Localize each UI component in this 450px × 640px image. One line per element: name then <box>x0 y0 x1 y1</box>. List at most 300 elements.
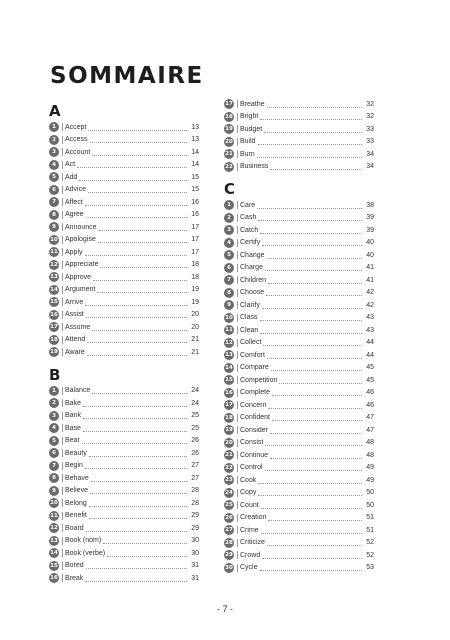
toc-entry[interactable] <box>224 399 374 412</box>
entry-page-number: 53 <box>366 564 374 572</box>
entry-page-number: 29 <box>191 512 199 520</box>
entry-number-badge: 8 <box>49 210 59 220</box>
entry-word: Affect <box>65 198 83 206</box>
entry-word: Bear <box>65 437 80 445</box>
entry-number-badge: 21 <box>225 151 233 158</box>
toc-entry[interactable] <box>49 309 199 322</box>
entry-number-badge: 17 <box>50 324 58 331</box>
toc-entry[interactable] <box>49 146 199 159</box>
dotted-leader <box>83 431 187 432</box>
entry-separator <box>62 311 63 319</box>
entry-page-number: 32 <box>366 113 374 121</box>
dotted-leader <box>264 132 362 133</box>
entry-page-number: 13 <box>191 136 199 144</box>
entry-number-badge: 23 <box>225 477 233 484</box>
entry-word: Behave <box>65 474 89 482</box>
entry-word: Base <box>65 424 81 432</box>
entry-number-badge: 17 <box>225 101 233 108</box>
entry-number-badge: 1 <box>49 386 59 396</box>
entry-page-number: 25 <box>191 424 199 432</box>
entry-page-number: 51 <box>366 514 374 522</box>
dotted-leader <box>260 119 362 120</box>
section-letter: A <box>49 102 61 120</box>
entry-separator <box>62 387 63 395</box>
dotted-leader <box>90 493 187 494</box>
entry-number-badge: 10 <box>50 500 58 507</box>
dotted-leader <box>79 180 187 181</box>
dotted-leader <box>90 142 187 143</box>
entry-page-number: 19 <box>191 286 199 294</box>
entry-page-number: 30 <box>191 549 199 557</box>
entry-word: Care <box>240 201 256 209</box>
dotted-leader <box>103 543 187 544</box>
entry-separator <box>62 261 63 269</box>
entry-page-number: 47 <box>366 414 374 422</box>
toc-entry[interactable] <box>224 512 374 525</box>
entry-separator <box>62 574 63 582</box>
toc-entry[interactable] <box>49 346 199 359</box>
entry-separator <box>62 348 63 356</box>
entry-separator <box>62 223 63 231</box>
dotted-leader <box>93 280 187 281</box>
entry-separator <box>237 539 238 547</box>
toc-entry[interactable] <box>49 435 199 448</box>
section-letter: C <box>224 180 236 198</box>
entry-number-badge: 16 <box>50 575 58 582</box>
dotted-leader <box>270 433 362 434</box>
entry-separator <box>237 564 238 572</box>
toc-entry[interactable] <box>224 237 374 250</box>
toc-entry[interactable] <box>49 497 199 510</box>
toc-entry[interactable] <box>49 560 199 573</box>
entry-separator <box>237 251 238 259</box>
entry-number-badge: 21 <box>225 452 233 459</box>
entry-page-number: 45 <box>366 364 374 372</box>
entry-separator <box>237 464 238 472</box>
dotted-leader <box>257 208 362 209</box>
dotted-leader <box>262 245 362 246</box>
dotted-leader <box>88 192 187 193</box>
entry-separator <box>237 351 238 359</box>
entry-number-badge: 13 <box>225 352 233 359</box>
toc-entry[interactable] <box>224 537 374 550</box>
entry-page-number: 41 <box>366 264 374 272</box>
toc-entry[interactable] <box>224 262 374 275</box>
dotted-leader <box>270 169 362 170</box>
dotted-leader <box>268 408 362 409</box>
entry-separator <box>237 289 238 297</box>
entry-number-badge: 7 <box>49 197 59 207</box>
entry-page-number: 42 <box>366 289 374 297</box>
entry-separator <box>62 449 63 457</box>
entry-separator <box>62 123 63 131</box>
entry-word: Comfort <box>240 351 265 359</box>
toc-entry[interactable] <box>49 522 199 535</box>
entry-word: Account <box>65 148 91 156</box>
dotted-leader <box>261 508 362 509</box>
entry-page-number: 14 <box>191 161 199 169</box>
entry-separator <box>237 501 238 509</box>
entry-number-badge: 22 <box>225 163 233 170</box>
toc-entry[interactable] <box>49 485 199 498</box>
toc-entry[interactable] <box>49 334 199 347</box>
entry-separator <box>237 451 238 459</box>
entry-number-badge: 12 <box>50 261 58 268</box>
toc-entry[interactable] <box>49 284 199 297</box>
entry-number-badge: 15 <box>50 562 58 569</box>
entry-word: Book (verbe) <box>65 549 106 557</box>
entry-number-badge: 20 <box>225 439 233 446</box>
entry-word: Clean <box>240 326 259 334</box>
entry-page-number: 49 <box>366 464 374 472</box>
entry-page-number: 27 <box>191 462 199 470</box>
toc-entry[interactable] <box>49 209 199 222</box>
entry-word: Crime <box>240 526 259 534</box>
entry-word: Arrive <box>65 298 84 306</box>
dotted-leader <box>262 308 362 309</box>
entry-word: Add <box>65 173 78 181</box>
entry-page-number: 42 <box>366 301 374 309</box>
toc-entry[interactable] <box>224 337 374 350</box>
entry-word: Choose <box>240 289 265 297</box>
entry-word: Apologise <box>65 236 96 244</box>
toc-entry[interactable] <box>224 199 374 212</box>
entry-page-number: 19 <box>191 298 199 306</box>
toc-entry[interactable] <box>224 148 374 161</box>
entry-separator <box>237 163 238 171</box>
toc-entry[interactable] <box>224 449 374 462</box>
toc-entry[interactable] <box>49 196 199 209</box>
entry-word: Business <box>240 163 269 171</box>
toc-entry[interactable] <box>224 462 374 475</box>
entry-separator <box>237 326 238 334</box>
entry-number-badge: 8 <box>224 288 234 298</box>
toc-entry[interactable] <box>224 274 374 287</box>
dotted-leader <box>89 506 187 507</box>
entry-word: Assume <box>65 323 91 331</box>
dotted-leader <box>266 295 362 296</box>
entry-number-badge: 9 <box>49 486 59 496</box>
entry-page-number: 28 <box>191 487 199 495</box>
dotted-leader <box>87 342 187 343</box>
entry-number-badge: 2 <box>224 213 234 223</box>
entry-separator <box>62 562 63 570</box>
toc-entry[interactable] <box>224 549 374 562</box>
entry-number-badge: 4 <box>224 238 234 248</box>
entry-page-number: 44 <box>366 339 374 347</box>
entry-separator <box>62 148 63 156</box>
entry-separator <box>237 113 238 121</box>
toc-entry[interactable] <box>49 397 199 410</box>
toc-entry[interactable] <box>224 424 374 437</box>
toc-entry[interactable] <box>49 510 199 523</box>
entry-number-badge: 3 <box>224 225 234 235</box>
entry-separator <box>62 286 63 294</box>
entry-word: Consider <box>240 426 269 434</box>
entry-page-number: 20 <box>191 311 199 319</box>
entry-number-badge: 19 <box>225 126 233 133</box>
toc-entry[interactable] <box>224 349 374 362</box>
entry-separator <box>62 136 63 144</box>
dotted-leader <box>270 458 362 459</box>
entry-separator <box>62 549 63 557</box>
toc-entry[interactable] <box>224 249 374 262</box>
entry-number-badge: 25 <box>225 502 233 509</box>
toc-entry[interactable] <box>224 224 374 237</box>
toc-entry[interactable] <box>49 447 199 460</box>
dotted-leader <box>260 233 362 234</box>
entry-separator <box>62 161 63 169</box>
entry-number-badge: 9 <box>49 222 59 232</box>
entry-word: Believe <box>65 487 88 495</box>
toc-entry[interactable] <box>224 98 374 111</box>
entry-word: Advice <box>65 186 87 194</box>
entry-page-number: 14 <box>191 148 199 156</box>
entry-number-badge: 27 <box>225 527 233 534</box>
entry-word: Cash <box>240 214 257 222</box>
entry-word: Change <box>240 251 265 259</box>
entry-page-number: 21 <box>191 336 199 344</box>
entry-page-number: 43 <box>366 314 374 322</box>
toc-entry[interactable] <box>224 387 374 400</box>
entry-separator <box>62 273 63 281</box>
entry-separator <box>62 512 63 520</box>
dotted-leader <box>97 292 187 293</box>
entry-page-number: 51 <box>366 526 374 534</box>
entry-word: Balance <box>65 387 91 395</box>
dotted-leader <box>258 220 362 221</box>
entry-separator <box>237 100 238 108</box>
toc-entry[interactable] <box>49 296 199 309</box>
entry-word: Control <box>240 464 263 472</box>
entry-number-badge: 2 <box>49 135 59 145</box>
entry-number-badge: 18 <box>50 336 58 343</box>
toc-entry[interactable] <box>224 123 374 136</box>
dotted-leader <box>107 556 187 557</box>
entry-page-number: 15 <box>191 173 199 181</box>
entry-word: Competition <box>240 376 278 384</box>
entry-number-badge: 11 <box>50 249 58 256</box>
toc-entry[interactable] <box>49 246 199 259</box>
toc-entry[interactable] <box>49 385 199 398</box>
entry-word: Beauty <box>65 449 87 457</box>
entry-separator <box>62 323 63 331</box>
toc-entry[interactable] <box>224 136 374 149</box>
entry-number-badge: 5 <box>224 250 234 260</box>
entry-page-number: 16 <box>191 198 199 206</box>
toc-entry[interactable] <box>224 324 374 337</box>
entry-separator <box>237 138 238 146</box>
dotted-leader <box>265 470 362 471</box>
entry-page-number: 20 <box>191 323 199 331</box>
entry-separator <box>62 186 63 194</box>
entry-word: Build <box>240 138 256 146</box>
entry-separator <box>62 211 63 219</box>
entry-separator <box>237 125 238 133</box>
entry-page-number: 46 <box>366 401 374 409</box>
entry-separator <box>237 214 238 222</box>
dotted-leader <box>77 167 187 168</box>
entry-separator <box>237 401 238 409</box>
entry-separator <box>237 276 238 284</box>
dotted-leader <box>83 418 187 419</box>
toc-entry[interactable] <box>49 221 199 234</box>
entry-separator <box>62 524 63 532</box>
toc-entry[interactable] <box>49 460 199 473</box>
entry-number-badge: 6 <box>49 448 59 458</box>
entry-word: Begin <box>65 462 83 470</box>
entry-separator <box>62 537 63 545</box>
toc-entry[interactable] <box>224 499 374 512</box>
dotted-leader <box>100 267 187 268</box>
entry-word: Budget <box>240 125 263 133</box>
entry-word: Collect <box>240 339 262 347</box>
dotted-leader <box>92 155 187 156</box>
entry-separator <box>237 514 238 522</box>
entry-page-number: 32 <box>366 100 374 108</box>
toc-entry[interactable] <box>49 259 199 272</box>
entry-page-number: 48 <box>366 439 374 447</box>
toc-entry[interactable] <box>224 437 374 450</box>
entry-page-number: 49 <box>366 476 374 484</box>
entry-separator <box>237 201 238 209</box>
toc-entry[interactable] <box>224 299 374 312</box>
entry-number-badge: 22 <box>225 464 233 471</box>
dotted-leader <box>260 320 362 321</box>
entry-number-badge: 2 <box>49 398 59 408</box>
toc-entry[interactable] <box>224 212 374 225</box>
entry-page-number: 50 <box>366 489 374 497</box>
entry-word: Charge <box>240 264 263 272</box>
entry-page-number: 39 <box>366 226 374 234</box>
dotted-leader <box>267 545 362 546</box>
toc-entry[interactable] <box>224 524 374 537</box>
entry-separator <box>237 389 238 397</box>
entry-word: Compare <box>240 364 269 372</box>
entry-number-badge: 14 <box>50 550 58 557</box>
toc-entry[interactable] <box>49 171 199 184</box>
entry-word: Bake <box>65 399 81 407</box>
toc-column-left <box>49 101 199 585</box>
toc-entry[interactable] <box>49 271 199 284</box>
toc-entry[interactable] <box>49 472 199 485</box>
entry-word: Board <box>65 524 84 532</box>
toc-entry[interactable] <box>224 374 374 387</box>
toc-entry[interactable] <box>224 487 374 500</box>
entry-word: Belong <box>65 499 87 507</box>
entry-page-number: 13 <box>191 123 199 131</box>
toc-entry[interactable] <box>224 412 374 425</box>
entry-number-badge: 11 <box>225 327 233 334</box>
toc-entry[interactable] <box>49 547 199 560</box>
toc-entry[interactable] <box>49 321 199 334</box>
toc-entry[interactable] <box>224 362 374 375</box>
entry-page-number: 26 <box>191 449 199 457</box>
dotted-leader <box>83 406 187 407</box>
entry-number-badge: 4 <box>49 423 59 433</box>
entry-number-badge: 14 <box>50 286 58 293</box>
entry-page-number: 47 <box>366 426 374 434</box>
toc-entry[interactable] <box>224 312 374 325</box>
entry-number-badge: 10 <box>50 236 58 243</box>
entry-separator <box>237 314 238 322</box>
entry-page-number: 38 <box>366 201 374 209</box>
toc-entry[interactable] <box>49 159 199 172</box>
entry-word: Count <box>240 501 259 509</box>
entry-page-number: 25 <box>191 412 199 420</box>
dotted-leader <box>265 445 362 446</box>
dotted-leader <box>260 333 362 334</box>
entry-word: Certify <box>240 239 261 247</box>
entry-number-badge: 18 <box>225 113 233 120</box>
entry-separator <box>237 239 238 247</box>
entry-word: Catch <box>240 226 259 234</box>
entry-word: Bank <box>65 412 81 420</box>
toc-entry[interactable] <box>49 535 199 548</box>
entry-number-badge: 29 <box>225 552 233 559</box>
dotted-leader <box>92 393 187 394</box>
toc-entry[interactable] <box>49 234 199 247</box>
dotted-leader <box>88 130 187 131</box>
dotted-leader <box>86 568 187 569</box>
entry-word: Book (nom) <box>65 537 102 545</box>
toc-entry[interactable] <box>49 134 199 147</box>
toc-entry[interactable] <box>224 111 374 124</box>
entry-page-number: 31 <box>191 562 199 570</box>
entry-number-badge: 5 <box>49 436 59 446</box>
entry-word: Accept <box>65 123 87 131</box>
entry-word: Children <box>240 276 267 284</box>
entry-page-number: 40 <box>366 239 374 247</box>
dotted-leader <box>86 531 187 532</box>
dotted-leader <box>85 468 187 469</box>
dotted-leader <box>89 456 187 457</box>
entry-page-number: 15 <box>191 186 199 194</box>
entry-number-badge: 1 <box>49 122 59 132</box>
entry-number-badge: 30 <box>225 564 233 571</box>
entry-separator <box>237 264 238 272</box>
entry-page-number: 18 <box>191 261 199 269</box>
entry-word: Burn <box>240 150 255 158</box>
toc-entry[interactable] <box>49 121 199 134</box>
entry-page-number: 30 <box>191 537 199 545</box>
toc-entry[interactable] <box>224 161 374 174</box>
entry-number-badge: 17 <box>225 402 233 409</box>
dotted-leader <box>268 520 362 521</box>
toc-entry[interactable] <box>49 572 199 585</box>
toc-entry[interactable] <box>49 422 199 435</box>
toc-entry[interactable] <box>224 562 374 575</box>
toc-entry[interactable] <box>224 287 374 300</box>
entry-word: Appreciate <box>65 261 99 269</box>
entry-page-number: 48 <box>366 451 374 459</box>
entry-separator <box>62 336 63 344</box>
entry-separator <box>237 476 238 484</box>
dotted-leader <box>86 317 187 318</box>
entry-word: Argument <box>65 286 96 294</box>
entry-page-number: 24 <box>191 399 199 407</box>
toc-entry[interactable] <box>49 184 199 197</box>
entry-word: Clarify <box>240 301 260 309</box>
dotted-leader <box>272 395 362 396</box>
entry-word: Crowd <box>240 551 261 559</box>
dotted-leader <box>268 283 362 284</box>
dotted-leader <box>271 370 362 371</box>
toc-entry[interactable] <box>224 474 374 487</box>
toc-entry[interactable] <box>49 410 199 423</box>
entry-number-badge: 14 <box>225 364 233 371</box>
entry-word: Complete <box>240 389 270 397</box>
